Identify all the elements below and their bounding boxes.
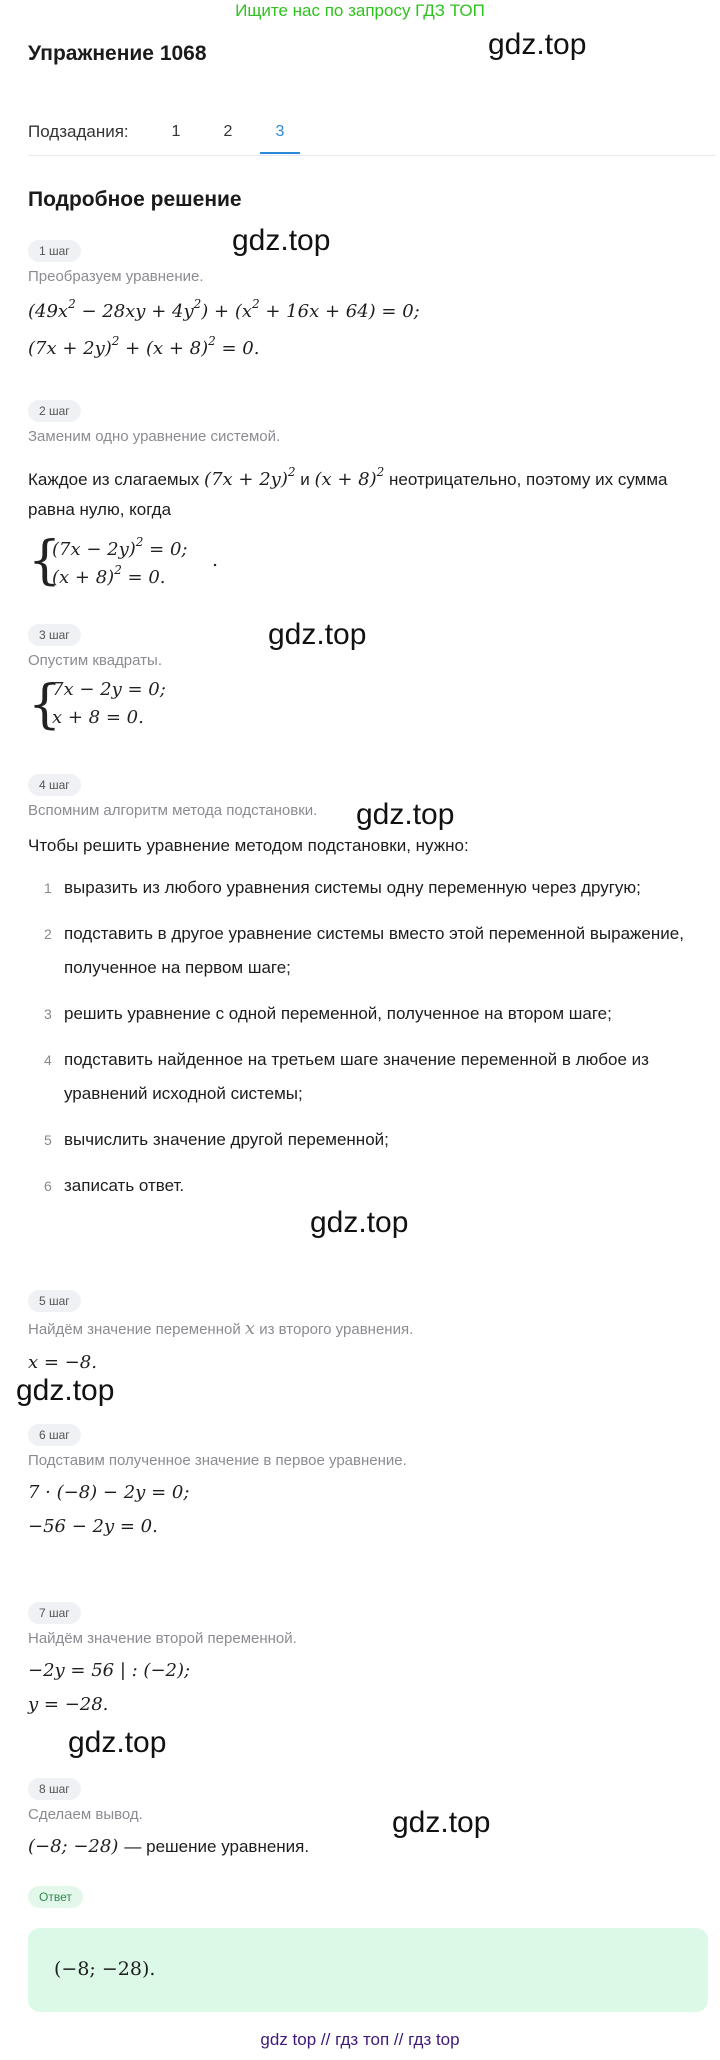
step-description: Найдём значение переменной x из второго уравнения. [28,1318,414,1339]
brace-icon: { [28,531,62,591]
watermark: gdz.top [232,224,331,257]
subtasks-label: Подзадания: [28,122,129,141]
list-item: 4 подставить найденное на третьем шаге значение переменной в любое из уравнений исходной системы; [44,1050,649,1103]
watermark: gdz.top [392,1806,491,1839]
step-badge: 3 шаг [28,624,81,646]
list-item: 1 выразить из любого уравнения системы одну переменную через другую; [44,878,641,897]
equation-system: { $(7x - 2y)^2 = 0$; $(x + 8)^2 = 0$. . [28,531,219,591]
solution-card [10,28,710,2018]
equation: $(7x + 2y)^2 + (x + 8)^2 = 0$. [28,334,260,359]
answer-box [28,1928,708,2012]
step-badge: 6 шаг [28,1424,81,1446]
text-fragment: неотрицательно, поэтому их сумма равна нулю, когда [28,470,668,519]
step-description: Найдём значение второй переменной. [28,1630,297,1647]
equation: x = −8. [28,1352,97,1373]
watermark: gdz.top [356,798,455,831]
step-2 [28,400,708,593]
equation: 7 · (−8) − 2y = 0; [28,1482,190,1503]
watermark: gdz.top [488,28,587,61]
step-1 [28,240,708,359]
step-text: Каждое из слагаемых $(7x + 2y)^2$ и $(x + 8)^2$ неотрицательно, поэтому их сумма равна нулю, когда [28,465,668,519]
watermark: gdz.top [310,1206,409,1239]
answer-header [28,1886,708,1908]
step-badge: 4 шаг [28,774,81,796]
list-item: 3 решить уравнение с одной переменной, полученное на втором шаге; [44,1004,612,1023]
exercise-title: Упражнение 1068 [28,42,207,65]
watermark: gdz.top [68,1726,167,1759]
step-8 [28,1778,708,1857]
step-description: Подставим полученное значение в первое уравнение. [28,1452,407,1469]
algorithm-list [28,871,708,1203]
conclusion: (−8; −28) — решение уравнения. [28,1836,310,1857]
step-badge: 7 шаг [28,1602,81,1624]
step-description: Заменим одно уравнение системой. [28,428,281,445]
list-item: 5 вычислить значение другой переменной; [44,1130,389,1149]
equation: $(49x^2 - 28xy + 4y^2) + (x^2 + 16x + 64) = 0$; [28,297,420,322]
brace-icon: { [28,675,62,735]
answer-value: (−8; −28). [54,1958,156,1980]
step-badge: 2 шаг [28,400,81,422]
equation: −56 − 2y = 0. [28,1516,158,1537]
equation: y = −28. [28,1694,109,1715]
equation-system: { 7x − 2y = 0; x + 8 = 0. [28,675,166,735]
step-badge: 1 шаг [28,240,81,262]
step-4 [28,774,708,1215]
text-fragment: и [300,470,310,489]
answer-badge: Ответ [28,1886,83,1908]
step-6 [28,1424,708,1537]
subtask-tab-3[interactable]: 3 [260,114,300,154]
watermark: gdz.top [16,1374,115,1407]
subtask-tab-1[interactable]: 1 [171,123,181,140]
text-fragment: Каждое из слагаемых [28,470,200,489]
step-badge: 5 шаг [28,1290,81,1312]
equation: −2y = 56 | : (−2); [28,1660,191,1681]
step-description: Преобразуем уравнение. [28,268,204,285]
subtask-tab-2[interactable]: 2 [223,123,233,140]
list-item: 2 подставить в другое уравнение системы вместо этой переменной выражение, полученное на первом шаге; [44,924,684,977]
list-item: 6 записать ответ. [44,1176,185,1195]
section-title: Подробное решение [28,188,242,211]
step-text: Чтобы решить уравнение методом подстановки, нужно: [28,836,469,855]
step-description: Вспомним алгоритм метода подстановки. [28,802,318,819]
footer-links[interactable]: gdz top // гдз топ // гдз top [260,2030,460,2049]
step-description: Сделаем вывод. [28,1806,143,1823]
step-7 [28,1602,708,1715]
step-description: Опустим квадраты. [28,652,162,669]
subtasks-bar [28,90,716,156]
step-badge: 8 шаг [28,1778,81,1800]
top-banner: Ищите нас по запросу ГДЗ ТОП [235,1,485,20]
step-3 [28,624,708,737]
watermark: gdz.top [268,618,367,651]
step-5 [28,1290,708,1373]
